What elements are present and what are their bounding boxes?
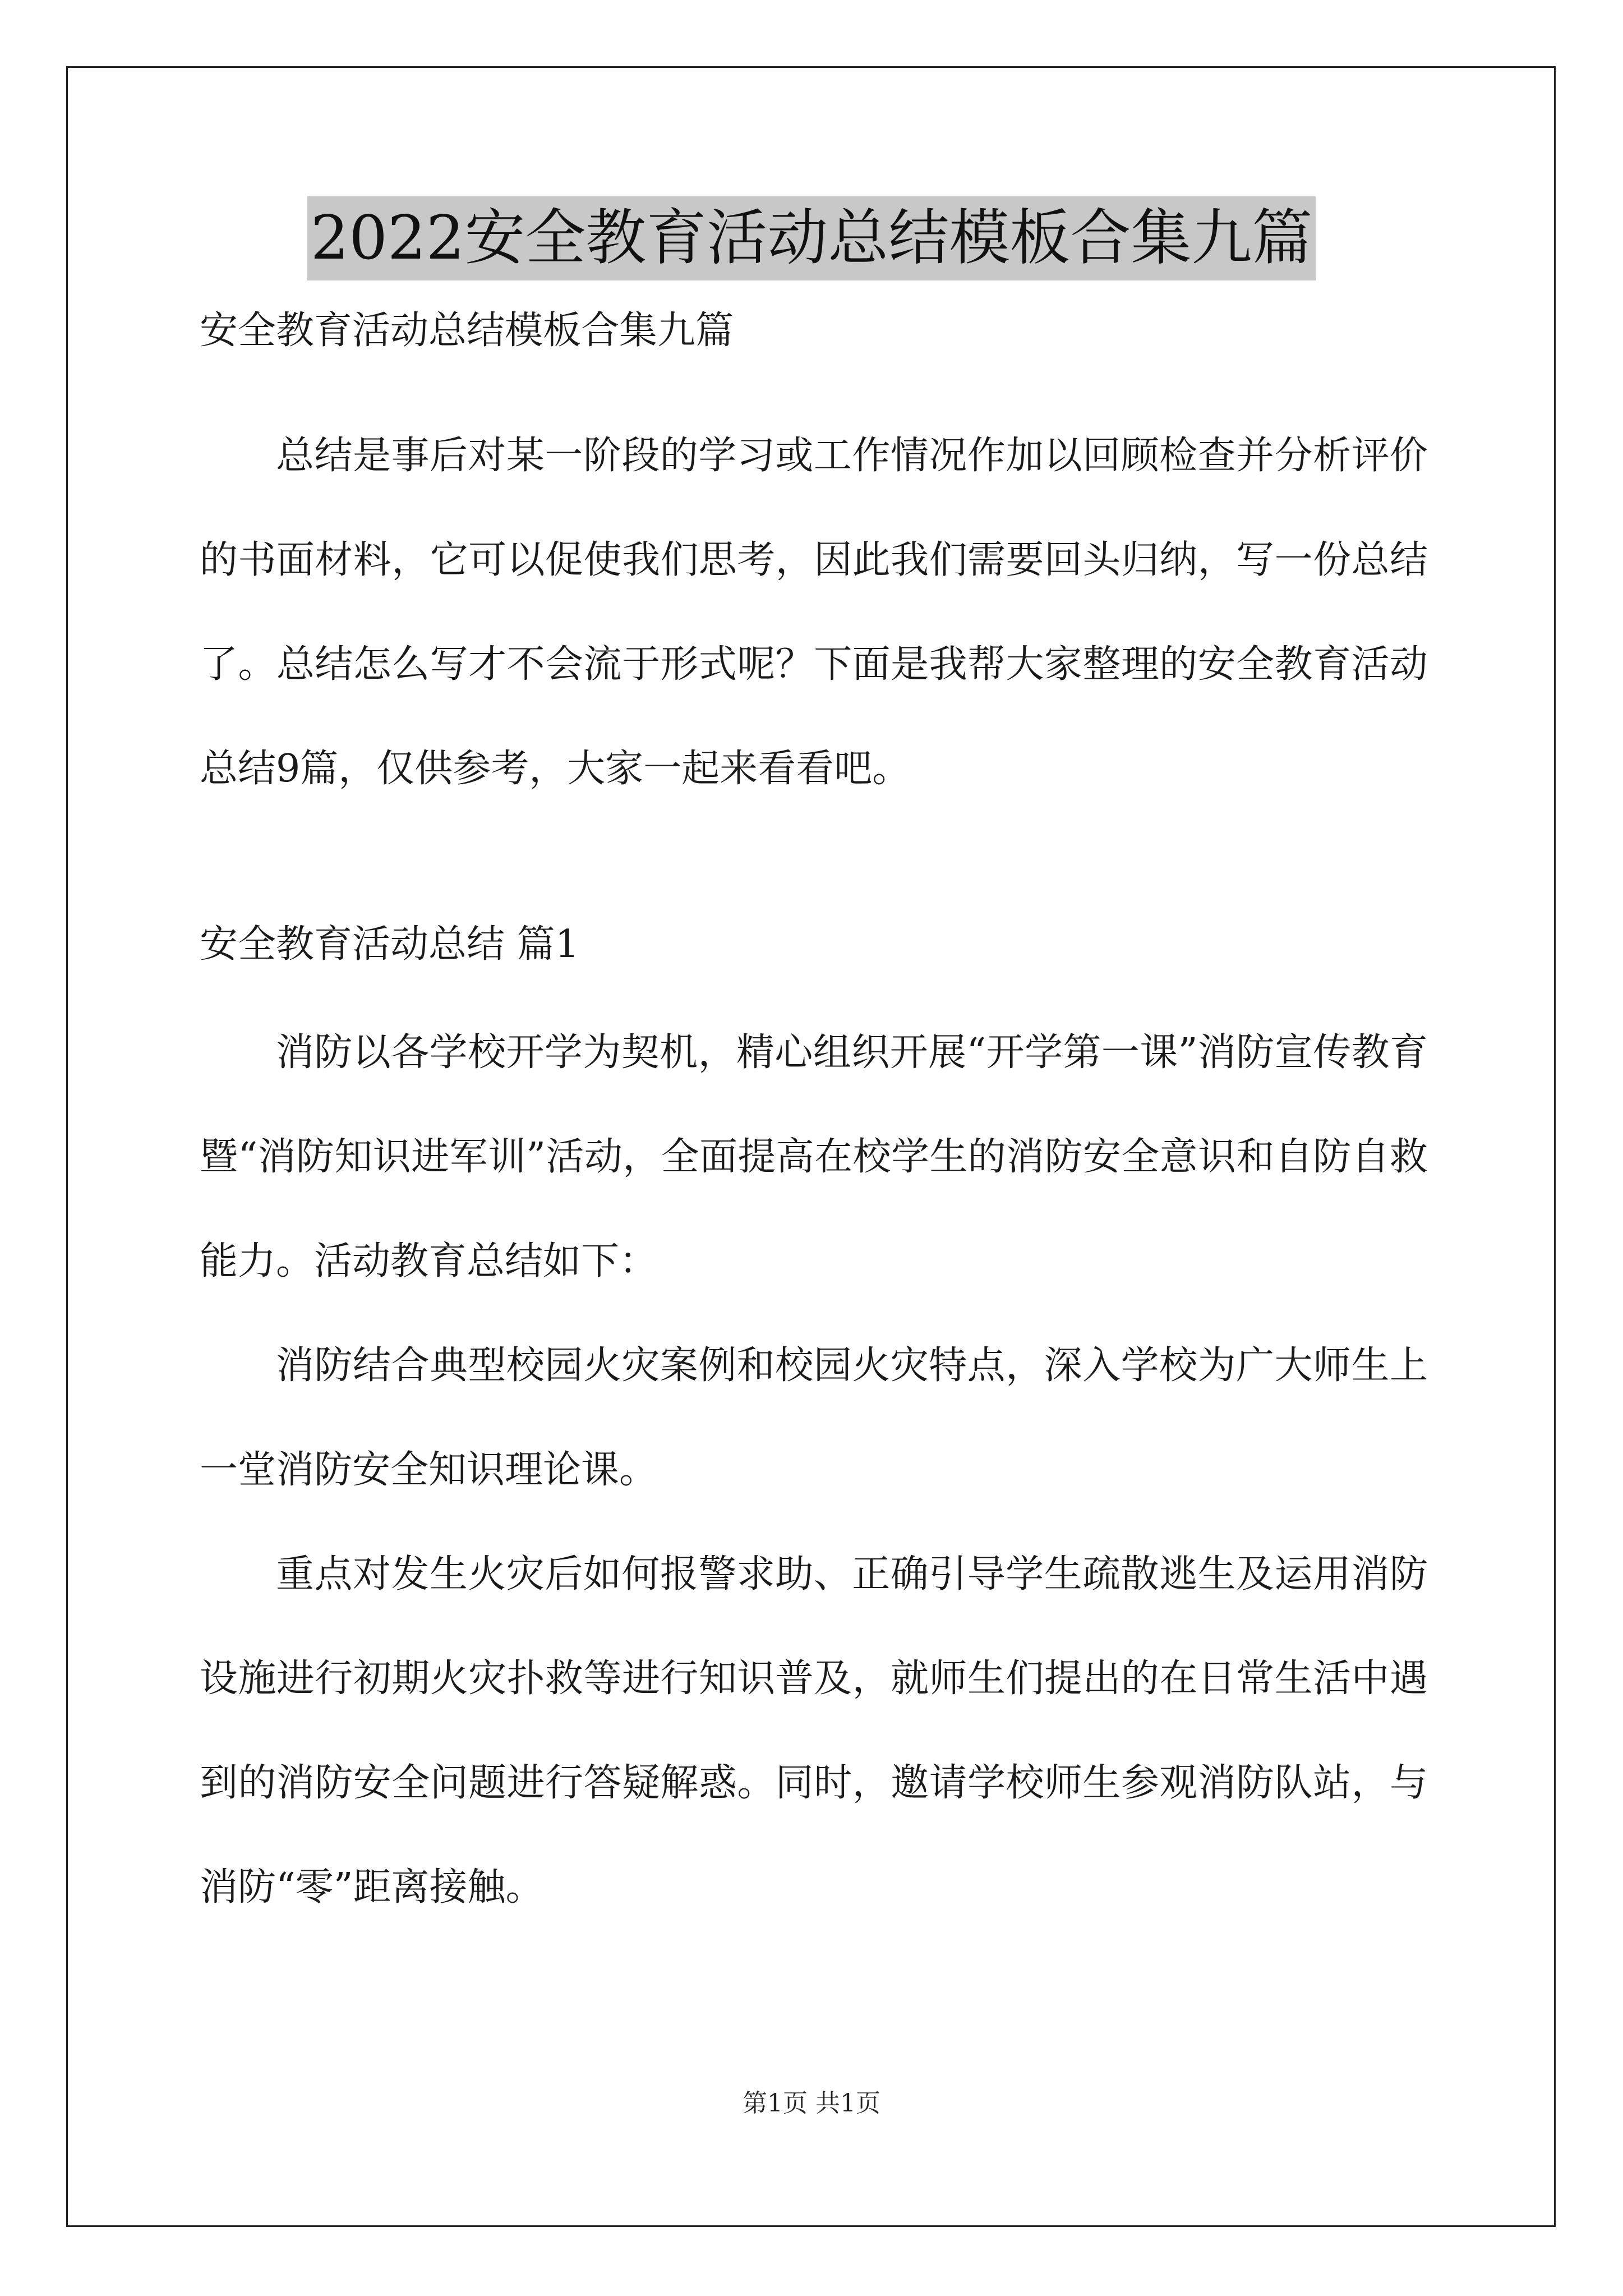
document-subtitle: 安全教育活动总结模板合集九篇 bbox=[200, 309, 734, 353]
body-paragraph: 重点对发生火灾后如何报警求助、正确引导学生疏散逃生及运用消防设施进行初期火灾扑救等进行知识普及，就师生们提出的在日常生活中遇到的消防安全问题进行答疑解惑。同时，邀请学校师生参观消防队站，与消防“零”距离接触。 bbox=[200, 1552, 1428, 1910]
page-footer: 第1页 共1页 bbox=[743, 2089, 880, 2118]
document-title: 2022安全教育活动总结模板合集九篇 bbox=[307, 196, 1316, 280]
section-heading: 安全教育活动总结 篇1 bbox=[200, 922, 579, 967]
body-paragraph: 消防结合典型校园火灾案例和校园火灾特点，深入学校为广大师生上一堂消防安全知识理论课。 bbox=[200, 1343, 1428, 1492]
body-paragraph: 消防以各学校开学为契机，精心组织开展“开学第一课”消防宣传教育暨“消防知识进军训”活动，全面提高在校学生的消防安全意识和自防自救能力。活动教育总结如下： bbox=[200, 1030, 1428, 1283]
intro-paragraph: 总结是事后对某一阶段的学习或工作情况作加以回顾检查并分析评价的书面材料，它可以促使我们思考，因此我们需要回头归纳，写一份总结了。总结怎么写才不会流于形式呢？下面是我帮大家整理的安全教育活动总结9篇，仅供参考，大家一起来看看吧。 bbox=[200, 434, 1428, 791]
title-container bbox=[0, 196, 1623, 280]
document-body bbox=[200, 303, 1428, 1940]
